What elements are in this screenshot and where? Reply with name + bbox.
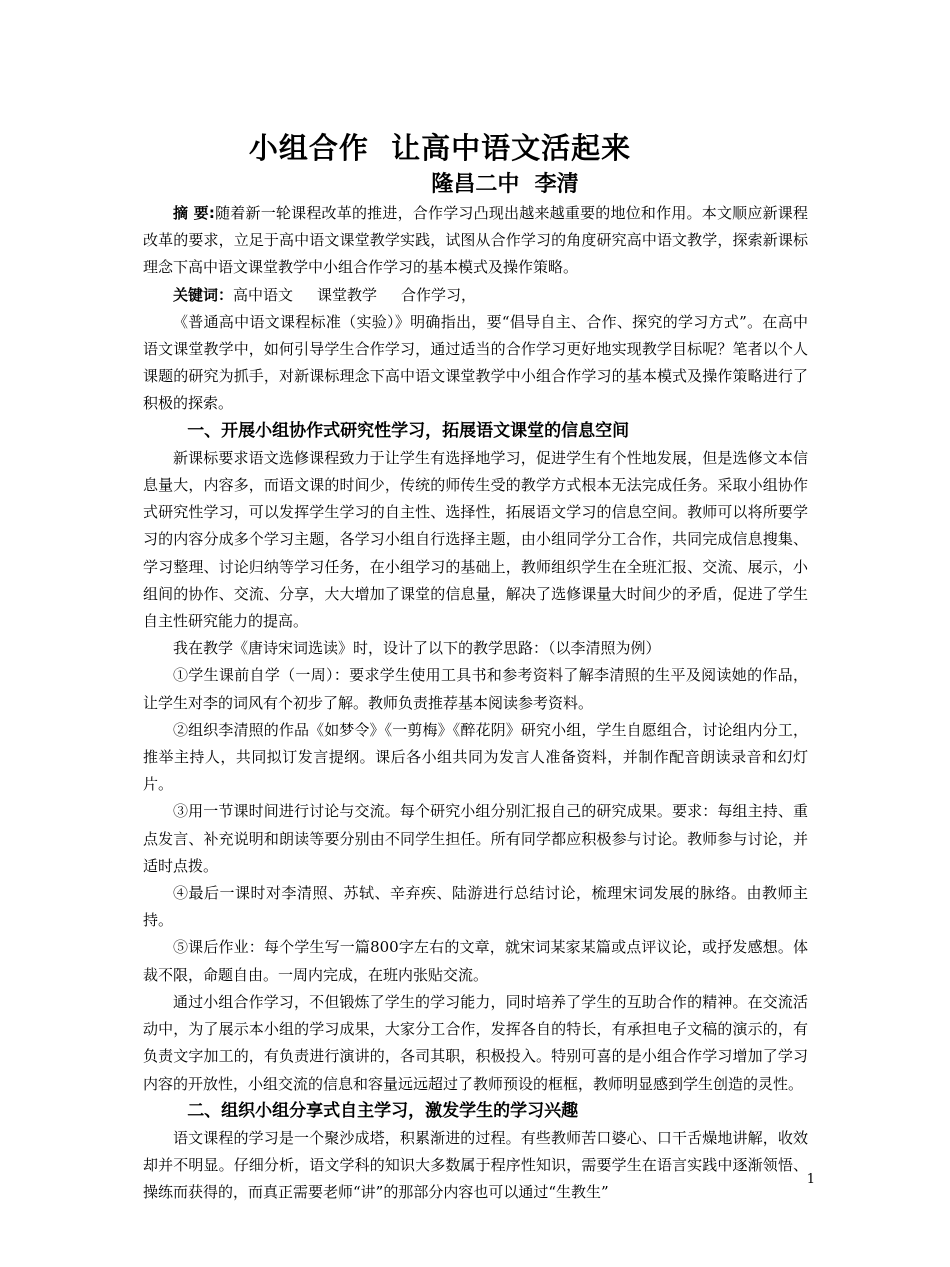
article-title: 小组合作 让高中语文活起来	[248, 131, 632, 165]
section-heading: 一、开展小组协作式研究性学习，拓展语文课堂的信息空间	[187, 420, 630, 441]
list-item: ①学生课前自学（一周）：要求学生使用工具书和参考资料了解李清照的生平及阅读她的作品，让学生对李的词风有个初步了解。教师负责推荐基本阅读参考资料。	[143, 666, 808, 712]
list-item: ④最后一课时对李清照、苏轼、辛弃疾、陆游进行总结讨论，梳理宋词发展的脉络。由教师主持。	[143, 884, 808, 930]
keyword-item: 高中语文	[233, 285, 294, 304]
abstract-text: 随着新一轮课程改革的推进，合作学习凸现出越来越重要的地位和作用。本文顺应新课程改革的要求，立足于高中语文课堂教学实践，试图从合作学习的角度研究高中语文教学，探索新课标理念下高中语文课堂教学中小组合作学习的基本模式及操作策略。	[143, 204, 808, 277]
article-author: 隆昌二中 李清	[431, 172, 579, 197]
keywords-label: 关键词：	[173, 285, 234, 304]
keywords	[143, 282, 808, 309]
paragraph: 我在教学《唐诗宋词选读》时，设计了以下的教学思路：（以李清照为例）	[173, 639, 661, 658]
abstract	[143, 200, 808, 282]
list-item: ②组织李清照的作品《如梦令》《一剪梅》《醉花阴》研究小组，学生自愿组合，讨论组内分工，推举主持人，共同拟订发言提纲。课后各小组共同为发言人准备资料，并制作配音朗读录音和幻灯片。	[143, 720, 808, 794]
page-number: 1	[806, 1172, 815, 1187]
paragraph: 语文课程的学习是一个聚沙成塔，积累渐进的过程。有些教师苦口婆心、口干舌燥地讲解，收效却并不明显。仔细分析，语文学科的知识大多数属于程序性知识，需要学生在语言实践中逐渐领悟、操练而获得的，而真正需要老师“讲”的那部分内容也可以通过“生教生”	[143, 1128, 808, 1202]
article-body	[143, 200, 808, 1207]
paragraph: 通过小组合作学习，不但锻炼了学生的学习能力，同时培养了学生的互助合作的精神。在交流活动中，为了展示本小组的学习成果，大家分工合作，发挥各自的特长，有承担电子文稿的演示的，有负责文字加工的，有负责进行演讲的，各司其职，积极投入。特别可喜的是小组合作学习增加了学习内容的开放性，小组交流的信息和容量远远超过了教师预设的框框，教师明显感到学生创造的灵性。	[143, 992, 808, 1093]
section-heading: 二、组织小组分享式自主学习，激发学生的学习兴趣	[187, 1100, 579, 1121]
list-item: ⑤课后作业：每个学生写一篇800字左右的文章，就宋词某家某篇或点评议论，或抒发感想。体裁不限，命题自由。一周内完成，在班内张贴交流。	[143, 938, 808, 984]
keyword-item: 课堂教学	[317, 285, 378, 304]
list-item: ③用一节课时间进行讨论与交流。每个研究小组分别汇报自己的研究成果。要求：每组主持、重点发言、补充说明和朗读等要分别由不同学生担任。所有同学都应积极参与讨论。教师参与讨论，并适时点拨。	[143, 802, 808, 875]
paragraph: 新课标要求语文选修课程致力于让学生有选择地学习，促进学生有个性地发展，但是选修文本信息量大，内容多，而语文课的时间少，传统的师传生受的教学方式根本无法完成任务。采取小组协作式研究性学习，可以发挥学生学习的自主性、选择性，拓展语文学习的信息空间。教师可以将所要学习的内容分成多个学习主题，各学习小组自行选择主题，由小组同学分工合作，共同完成信息搜集、学习整理、讨论归纳等学习任务，在小组学习的基础上，教师组织学生在全班汇报、交流、展示，小组间的协作、交流、分享，大大增加了课堂的信息量，解决了选修课量大时间少的矛盾，促进了学生自主性研究能力的提高。	[143, 448, 808, 631]
intro-paragraph: 《普通高中语文课程标准（实验）》明确指出，要“倡导自主、合作、探究的学习方式”。在高中语文课堂教学中，如何引导学生合作学习，通过适当的合作学习更好地实现教学目标呢？笔者以个人课题的研究为抓手，对新课标理念下高中语文课堂教学中小组合作学习的基本模式及操作策略进行了积极的探索。	[143, 312, 808, 413]
keyword-item: 合作学习，	[401, 285, 477, 304]
abstract-label: 摘 要:	[173, 204, 215, 222]
